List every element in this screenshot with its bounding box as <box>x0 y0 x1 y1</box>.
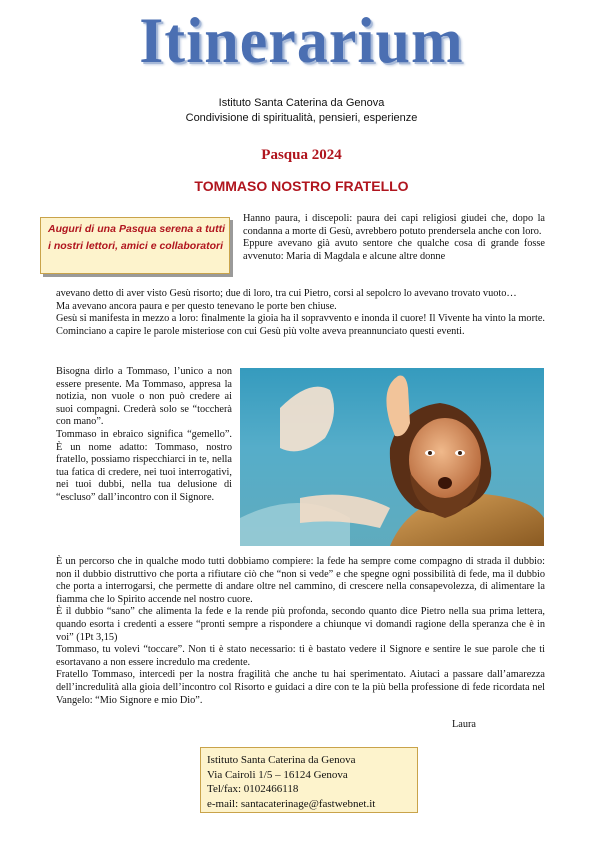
paragraph: Tommaso, tu volevi “toccare”. Non ti è stato necessario: ti è bastato vedere il Signore e sentire le sue parole che ti esortavano a non essere incredulo ma credente. <box>56 644 545 668</box>
greeting-box: Auguri di una Pasqua serena a tutti i nostri lettori, amici e collaboratori <box>40 217 230 274</box>
issue-label: Pasqua 2024 <box>261 147 342 163</box>
contact-name: Istituto Santa Caterina da Genova <box>207 754 356 766</box>
masthead-title: Itinerarium <box>139 5 464 77</box>
article-headline: TOMMASO NOSTRO FRATELLO <box>194 178 409 194</box>
institute-name: Istituto Santa Caterina da Genova <box>218 97 385 109</box>
paragraph: Eppure avevano già avuto sentore che qualche cosa di grande fosse avvenuto: Maria di Magdala e alcune altre donne <box>243 238 545 262</box>
paragraph: Fratello Tommaso, intercedi per la nostra fragilità che anche tu hai sperimentato. Aiutaci a passare dall’amarezza dell’incredulità alla gioia dell’incontro col Risorto e guidaci a dire con te la più bella professione di fede ricordata nel Vangelo: “Mio Signore e mio Dio”. <box>56 669 545 706</box>
thomas-illustration <box>240 368 544 546</box>
contact-box <box>200 747 418 813</box>
article-body-bottom <box>56 556 545 707</box>
paragraph: Gesù si manifesta in mezzo a loro: finalmente la gioia ha il sopravvento e inonda il cuore! Il Vivente ha vinto la morte. Cominciano a capire le parole misteriose con cui Gesù più volte aveva preannunciato questi eventi. <box>56 313 546 337</box>
paragraph: avevano detto di aver visto Gesù risorto; due di loro, tra cui Pietro, corsi al sepolcro lo avevano trovato vuoto… <box>56 288 517 299</box>
article-intro <box>243 213 545 263</box>
paragraph: È un percorso che in qualche modo tutti dobbiamo compiere: la fede ha sempre come compagno di strada il dubbio: non il dubbio distruttivo che porta a rifiutare ciò che “non si vede” e che spegne ogni possibilità di fede, ma il dubbio che porta a interrogarsi, che permette di andare oltre nel cammino, di crescere nella consapevolezza, di alimentare la fiamma che lo Spirito accende nel nostro cuore. <box>56 556 545 605</box>
contact-email[interactable]: e-mail: santacaterinage@fastwebnet.it <box>207 797 376 810</box>
author-signature: Laura <box>452 719 477 730</box>
paragraph: Ma avevano ancora paura e per questo tenevano le porte ben chiuse. <box>56 300 337 312</box>
contact-address: Via Cairoli 1/5 – 16124 Genova <box>207 768 348 781</box>
tagline: Condivisione di spiritualità, pensieri, esperienze <box>185 112 418 124</box>
contact-phone: Tel/fax: 0102466118 <box>207 783 299 795</box>
paragraph: Hanno paura, i discepoli: paura dei capi religiosi giudei che, dopo la condanna a morte di Gesù, avrebbero potuto prendersela anche con loro. <box>243 213 545 237</box>
paragraph: È il dubbio “sano” che alimenta la fede e la rende più profonda, secondo quanto dice Pietro nella sua prima lettera, quando esorta i credenti a essere “pronti sempre a rispondere a chiunque vi domandi ragione della speranza che è in voi” (1Pt 3,15) <box>56 606 545 643</box>
paragraph: Bisogna dirlo a Tommaso, l’unico a non essere presente. Ma Tommaso, appresa la notizia, non vuole o non può credere ai suoi compagni. Crederà solo se “toccherà con mano”. <box>56 366 232 428</box>
paragraph: Tommaso in ebraico significa “gemello”. È un nome adatto: Tommaso, nostro fratello, possiamo rispecchiarci in te, nella tua fatica di credere, nei tuoi interrogativi, nei tuoi dubbi, nella tua delusione di “escluso” dall’incontro con il Signore. <box>56 428 232 503</box>
thomas-illustration-svg <box>240 368 544 546</box>
article-body-top <box>56 288 545 338</box>
article-left-column <box>56 366 232 505</box>
